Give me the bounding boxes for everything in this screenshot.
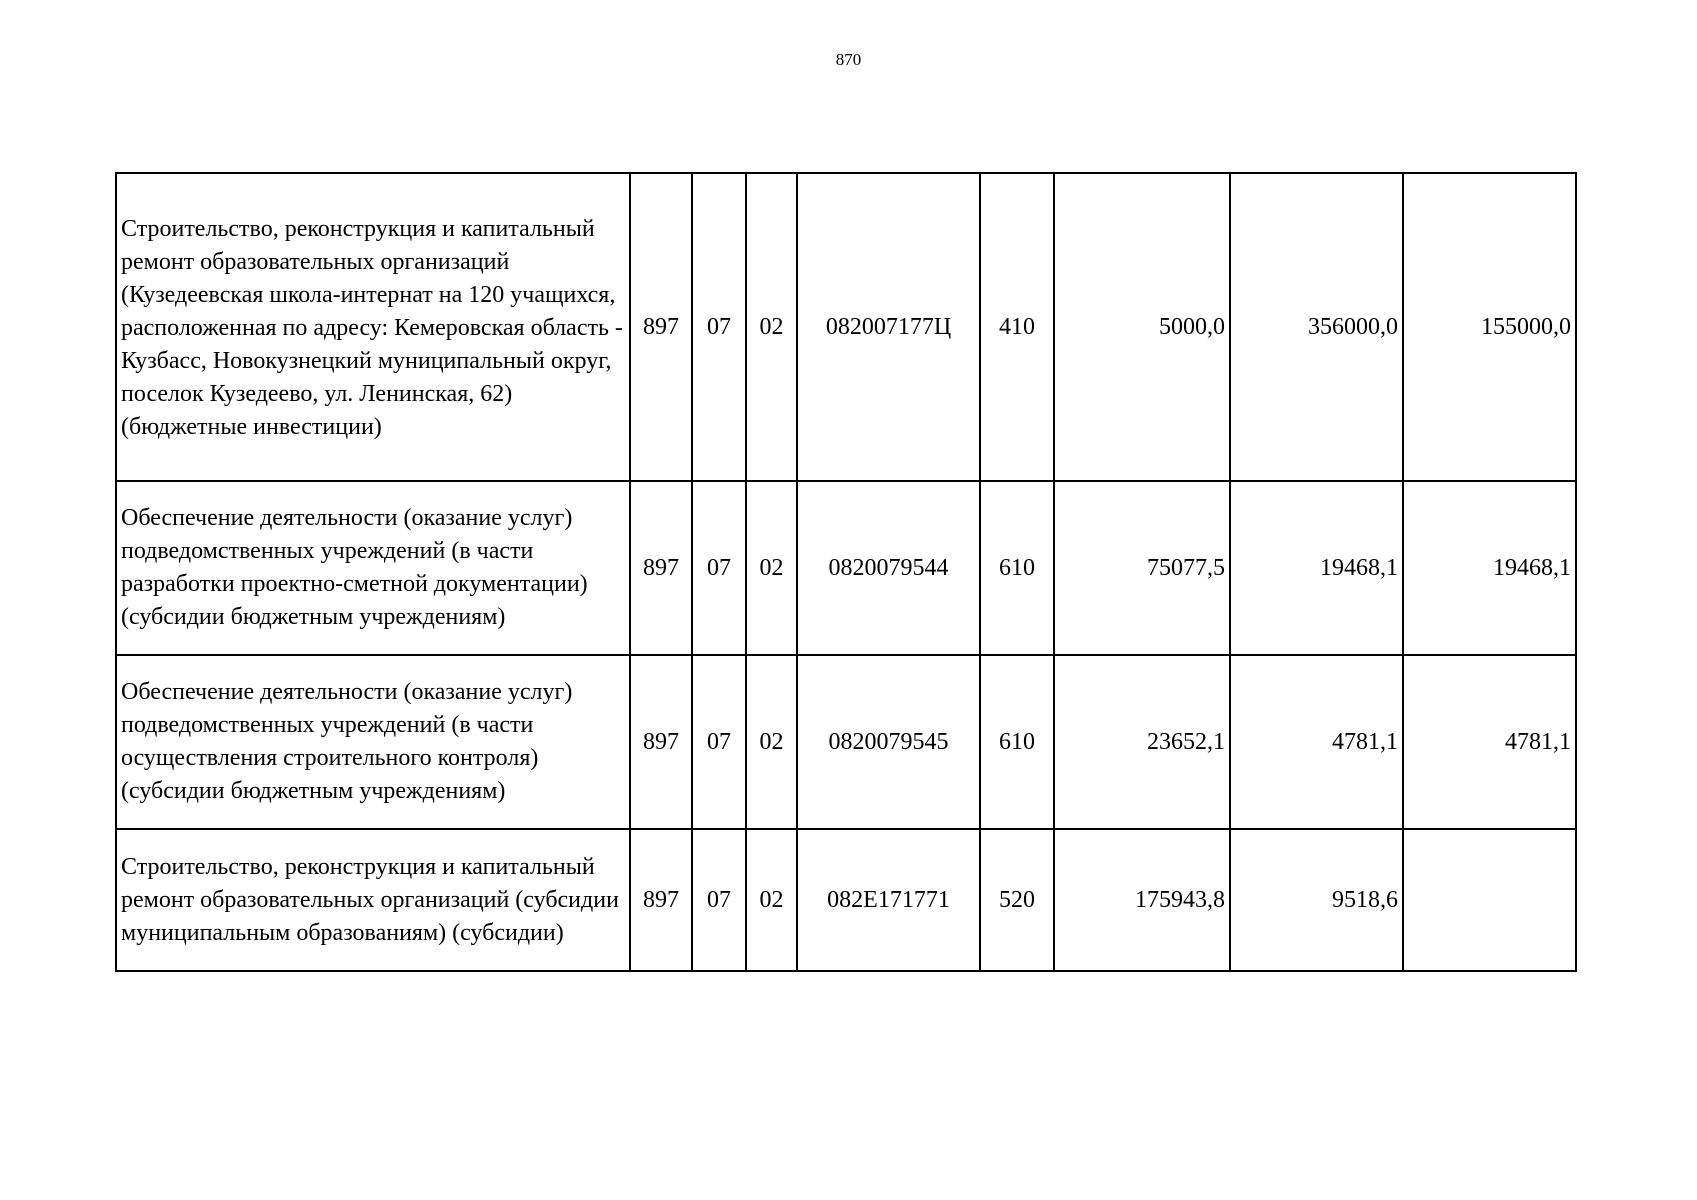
target-item-code: 082007177Ц: [797, 173, 980, 481]
amount-year-2: 19468,1: [1230, 481, 1403, 655]
row-description: Обеспечение деятельности (оказание услуг) подведомственных учреждений (в части осуществления строительного контроля) (субсидии бюджетным учреждениям): [116, 655, 630, 829]
table-row: [116, 481, 1576, 655]
section-code: 07: [692, 829, 746, 971]
ministry-code: 897: [630, 173, 692, 481]
expense-type-code: 520: [980, 829, 1054, 971]
amount-year-3: [1403, 829, 1576, 971]
section-code: 07: [692, 481, 746, 655]
amount-year-3: 4781,1: [1403, 655, 1576, 829]
subsection-code: 02: [746, 655, 797, 829]
amount-year-1: 23652,1: [1054, 655, 1230, 829]
subsection-code: 02: [746, 481, 797, 655]
amount-year-2: 4781,1: [1230, 655, 1403, 829]
amount-year-3: 155000,0: [1403, 173, 1576, 481]
subsection-code: 02: [746, 173, 797, 481]
target-item-code: 0820079545: [797, 655, 980, 829]
amount-year-1: 5000,0: [1054, 173, 1230, 481]
amount-year-2: 356000,0: [1230, 173, 1403, 481]
amount-year-1: 75077,5: [1054, 481, 1230, 655]
table-row: [116, 829, 1576, 971]
ministry-code: 897: [630, 481, 692, 655]
row-description: Строительство, реконструкция и капитальный ремонт образовательных организаций (субсидии муниципальным образованиям) (субсидии): [116, 829, 630, 971]
ministry-code: 897: [630, 655, 692, 829]
expense-type-code: 610: [980, 481, 1054, 655]
target-item-code: 082E171771: [797, 829, 980, 971]
amount-year-3: 19468,1: [1403, 481, 1576, 655]
section-code: 07: [692, 655, 746, 829]
expense-type-code: 410: [980, 173, 1054, 481]
ministry-code: 897: [630, 829, 692, 971]
target-item-code: 0820079544: [797, 481, 980, 655]
budget-table: [115, 172, 1577, 972]
expense-type-code: 610: [980, 655, 1054, 829]
section-code: 07: [692, 173, 746, 481]
row-description: Строительство, реконструкция и капитальный ремонт образовательных организаций (Кузедеевская школа-интернат на 120 учащихся, расположенная по адресу: Кемеровская область - Кузбасс, Новокузнецкий муниципальный округ, поселок Кузедеево, ул. Ленинская, 62) (бюджетные инвестиции): [116, 173, 630, 481]
amount-year-2: 9518,6: [1230, 829, 1403, 971]
subsection-code: 02: [746, 829, 797, 971]
table-row: [116, 655, 1576, 829]
table-row: [116, 173, 1576, 481]
page-number: 870: [835, 50, 862, 69]
amount-year-1: 175943,8: [1054, 829, 1230, 971]
row-description: Обеспечение деятельности (оказание услуг) подведомственных учреждений (в части разработки проектно-сметной документации) (субсидии бюджетным учреждениям): [116, 481, 630, 655]
